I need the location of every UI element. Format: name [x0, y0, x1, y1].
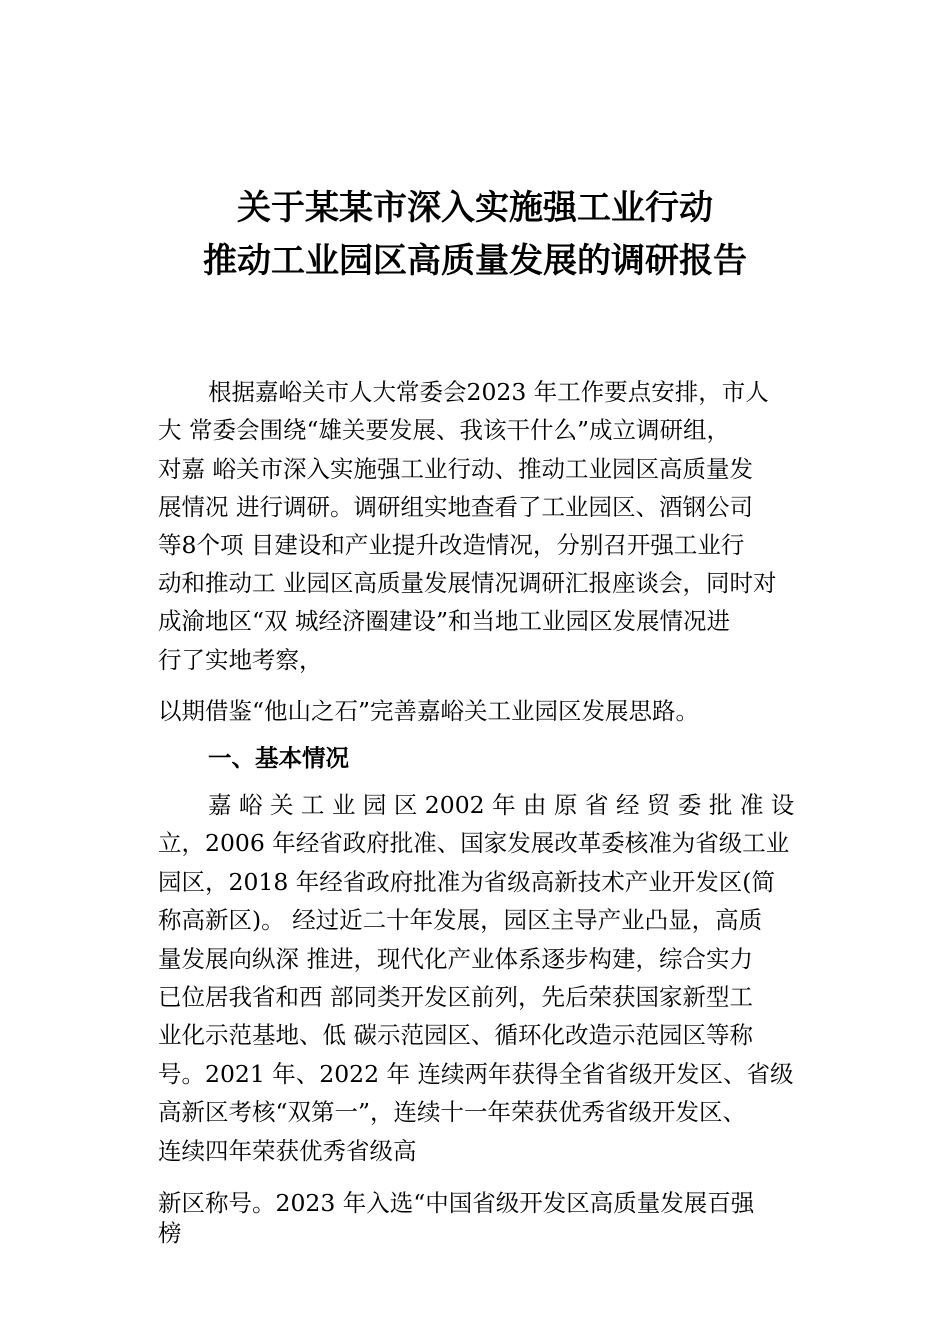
section-continuation-line-2: 榜 [158, 1219, 182, 1247]
intro-line-2: 大 常委会围绕“雄关要发展、我该干什么”成立调研组， [158, 416, 730, 444]
document-title [0, 182, 950, 288]
section-heading: 一、基本情况 [208, 744, 349, 772]
section-line-2: 立，2006 年经省政府批准、国家发展改革委核准为省级工业 [158, 829, 790, 857]
section-line-1: 嘉 峪 关 工 业 园 区 2002 年 由 原 省 经 贸 委 批 准 设 [208, 791, 795, 819]
section-line-5: 量发展向纵深 推进，现代化产业体系逐步构建，综合实力 [158, 945, 753, 973]
intro-line-7: 成渝地区“双 城经济圈建设”和当地工业园区发展情况进 [158, 607, 730, 635]
section-line-9: 高新区考核“双第一”，连续十一年荣获优秀省级开发区、 [158, 1098, 747, 1126]
intro-line-1: 根据嘉峪关市人大常委会2023 年工作要点安排，市人 [208, 378, 769, 406]
intro-line-8: 行了实地考察， [158, 646, 323, 674]
section-line-8: 号。2021 年、2022 年 连续两年获得全省省级开发区、省级 [158, 1060, 794, 1088]
intro-line-6: 动和推动工 业园区高质量发展情况调研汇报座谈会，同时对 [158, 569, 777, 597]
section-line-4: 称高新区)。 经过近二十年发展，园区主导产业凸显，高质 [158, 906, 763, 934]
title-line-1: 关于某某市深入实施强工业行动 [237, 188, 713, 228]
section-line-6: 已位居我省和西 部同类开发区前列，先后荣获国家新型工 [158, 983, 753, 1011]
intro-line-5: 等8个项 目建设和产业提升改造情况，分别召开强工业行 [158, 531, 745, 559]
section-line-10: 连续四年荣获优秀省级高 [158, 1137, 417, 1165]
intro-line-4: 展情况 进行调研。调研组实地查看了工业园区、酒钢公司 [158, 493, 753, 521]
intro-continuation: 以期借鉴“他山之石”完善嘉峪关工业园区发展思路。 [158, 697, 700, 725]
section-line-3: 园区，2018 年经省政府批准为省级高新技术产业开发区(简 [158, 868, 775, 896]
section-line-7: 业化示范基地、低 碳示范园区、循环化改造示范园区等称 [158, 1021, 753, 1049]
title-line-2: 推动工业园区高质量发展的调研报告 [203, 241, 747, 281]
intro-line-3: 对嘉 峪关市深入实施强工业行动、推动工业园区高质量发 [158, 455, 753, 483]
section-continuation-line-1: 新区称号。2023 年入选“中国省级开发区高质量发展百强 [158, 1189, 755, 1217]
